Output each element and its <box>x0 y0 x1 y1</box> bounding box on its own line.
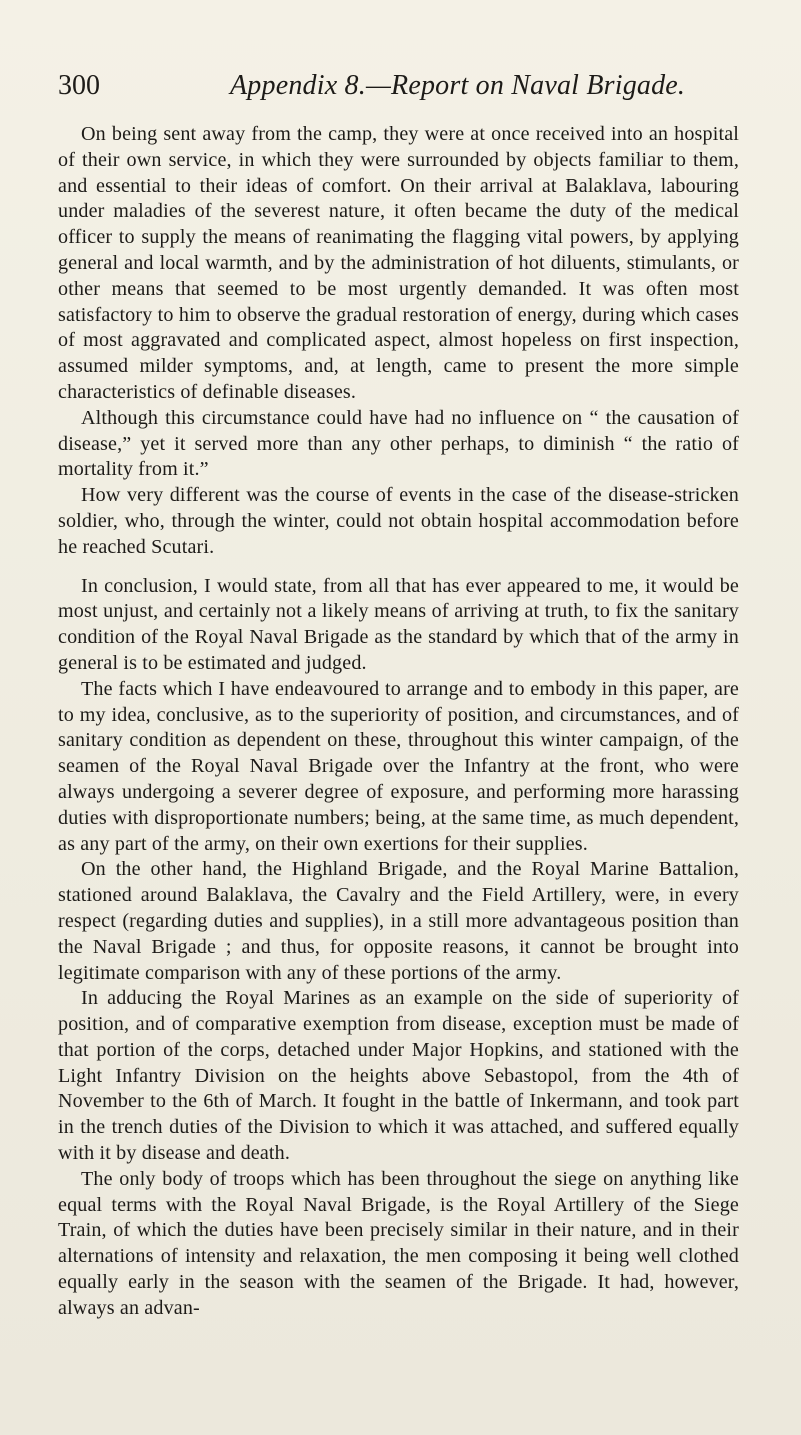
paragraph-facts: The facts which I have endeavoured to arrange and to embody in this paper, are to my idea, conclusive, as to the superiority of position, and circumstances, and of sanitary condition as dependent on these, throughout this winter campaign, of the seamen of the Royal Naval Brigade over the Infantry at the front, who were always undergoing a severer degree of exposure, and performing more harassing duties with disproportionate numbers; being, at the same time, as much dependent, as any part of the army, on their own exertions for their supplies. <box>58 677 739 855</box>
running-title: Appendix 8.—Report on Naval Brigade. <box>230 70 686 101</box>
paragraph-royal-marines: In adducing the Royal Marines as an example on the side of superiority of position, and of comparative exemption from disease, exception must be made of that portion of the corps, detached under Major Hopkins, and stationed with the Light Infantry Division on the heights above Sebastopol, from the 4th of November to the 6th of March. It fought in the battle of Inkermann, and took part in the trench duties of the Division to which it was attached, and suffered equally with it by disease and death. <box>58 987 739 1165</box>
paragraph-hospital-arrival: On being sent away from the camp, they were at once received into an hospital of their own service, in which they were surrounded by objects familiar to them, and essential to their ideas of comfort. On their arrival at Balaklava, labouring under maladies of the severest nature, it often became the duty of the medical officer to supply the means of reanimating the flagging vital powers, by applying general and local warmth, and by the administration of hot diluents, stimulants, or other means that seemed to be most urgently demanded. It was often most satisfactory to him to observe the gradual restoration of energy, during which cases of most aggravated and complicated aspect, almost hopeless on first inspection, assumed milder symptoms, and, at length, came to present the more simple characteristics of definable diseases. <box>58 123 739 403</box>
paragraph-causation: Although this circumstance could have had no influence on “ the causation of disease,” yet it served more than any other perhaps, to diminish “ the ratio of mortality from it.” <box>58 406 739 481</box>
page-number: 300 <box>58 70 100 101</box>
paragraph-soldier-contrast: How very different was the course of events in the case of the disease-stricken soldier, who, through the winter, could not obtain hospital accommodation before he reached Scutari. <box>58 484 739 558</box>
report-body <box>58 122 739 1322</box>
paragraph-royal-artillery: The only body of troops which has been throughout the siege on anything like equal terms with the Royal Naval Brigade, is the Royal Artillery of the Siege Train, of which the duties have been precisely similar in their nature, and in their alternations of intensity and relaxation, the men composing it being well clothed equally early in the season with the seamen of the Brigade. It had, however, always an advan- <box>58 1167 739 1319</box>
paragraph-other-hand: On the other hand, the Highland Brigade, and the Royal Marine Battalion, stationed around Balaklava, the Cavalry and the Field Artillery, were, in every respect (regarding duties and supplies), in a still more advantageous position than the Naval Brigade ; and thus, for opposite reasons, it cannot be brought into legitimate comparison with any of these portions of the army. <box>58 858 739 984</box>
running-header <box>58 64 739 108</box>
paragraph-conclusion: In conclusion, I would state, from all that has ever appeared to me, it would be most unjust, and certainly not a likely means of arriving at truth, to fix the sanitary condition of the Royal Naval Brigade as the standard by which that of the army in general is to be estimated and judged. <box>58 574 739 674</box>
